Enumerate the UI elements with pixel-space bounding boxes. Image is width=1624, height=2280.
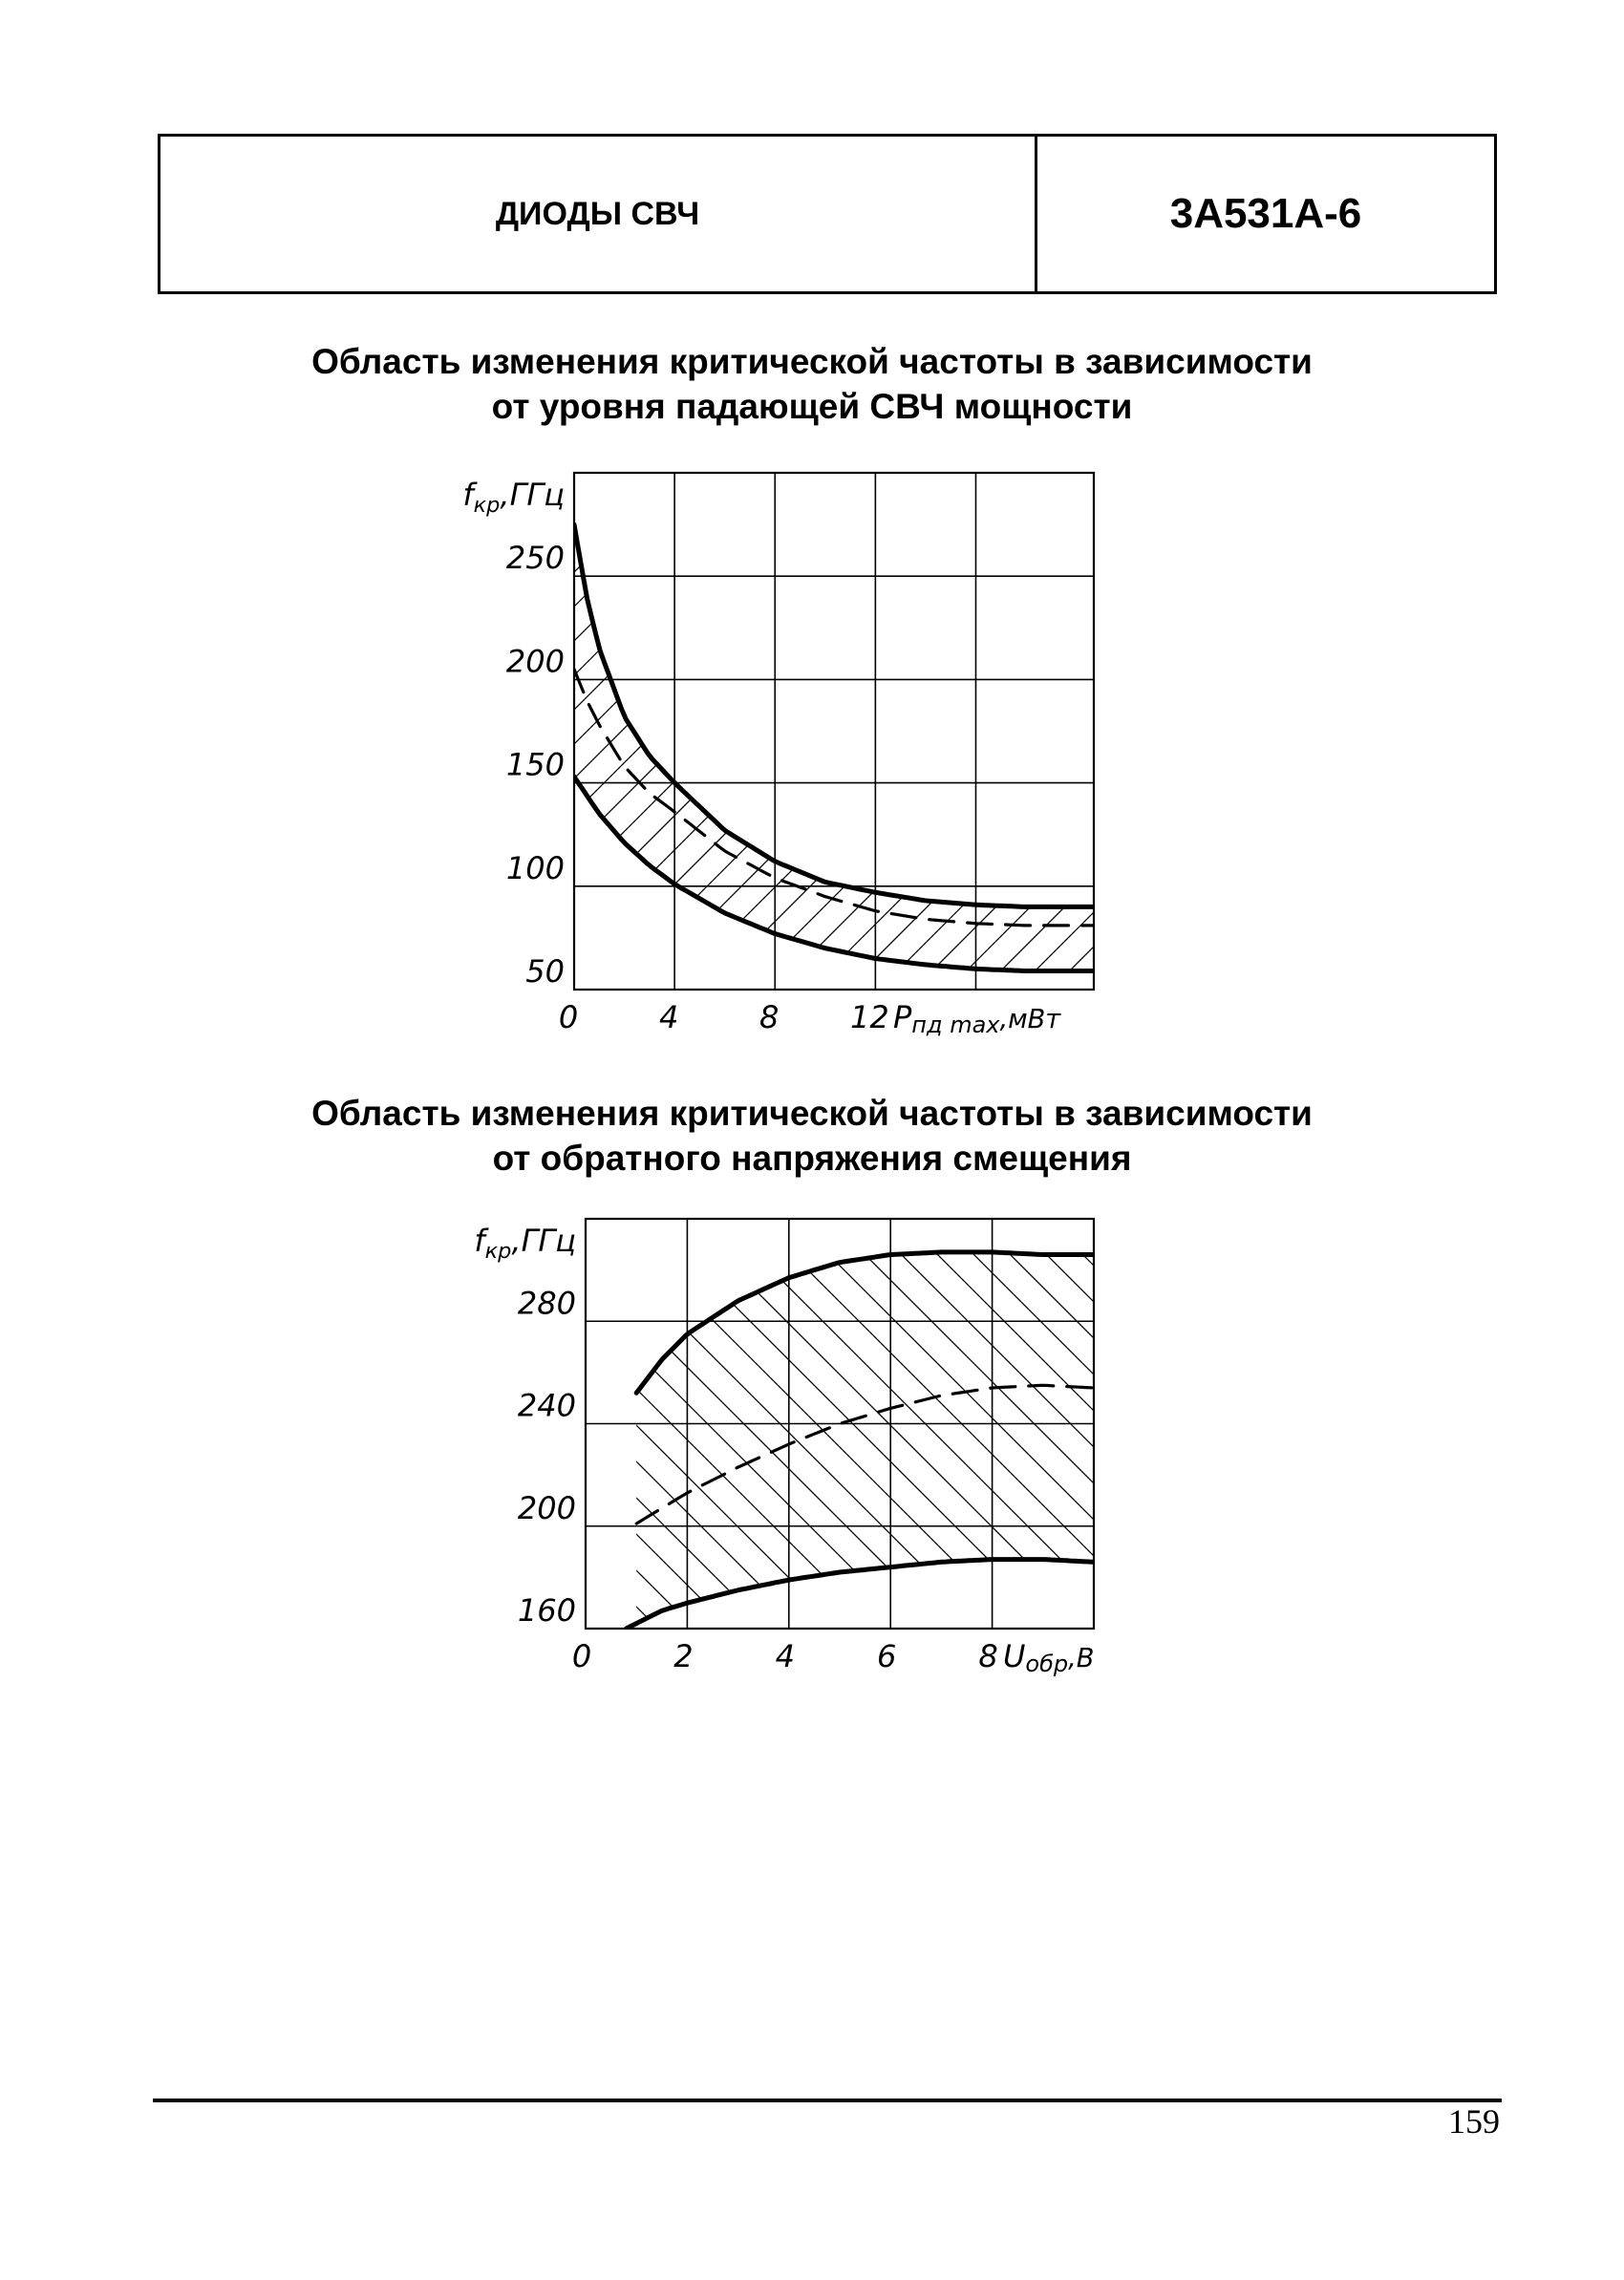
- hatch-line: [1374, 1219, 1624, 1629]
- x-tick-label: 4: [775, 1638, 795, 1674]
- hatch-line: [0, 1219, 150, 1629]
- hatch-line: [212, 1219, 622, 1629]
- hatch-line: [1229, 1219, 1624, 1629]
- footer-rule: [153, 2099, 1502, 2102]
- hatch-line: [1446, 1219, 1624, 1629]
- y-tick-label: 280: [517, 1285, 576, 1322]
- x-tick-label: 6: [877, 1638, 897, 1674]
- x-tick-label: 8: [759, 999, 780, 1035]
- part-number: 3А531А-6: [1169, 190, 1362, 237]
- hatch-line: [0, 1219, 404, 1629]
- x-tick-label: 4: [658, 999, 679, 1035]
- x-tick-label: 2: [673, 1638, 694, 1674]
- hatch-line: [67, 1219, 477, 1629]
- chart2-caption-line2: от обратного напряжения смещения: [492, 1139, 1132, 1178]
- page-number: 159: [1448, 2102, 1500, 2141]
- hatch-line: [176, 1219, 586, 1629]
- y-tick-label: 250: [505, 540, 565, 577]
- hatch-line: [1519, 1219, 1624, 1629]
- hatch-line: [0, 1219, 331, 1629]
- hatch-line: [1120, 1219, 1529, 1629]
- chart1-caption-line1: Область изменения критической частоты в зависимости: [311, 342, 1313, 381]
- chart2-caption-line1: Область изменения критической частоты в зависимости: [311, 1094, 1313, 1133]
- hatch-line: [0, 1219, 77, 1629]
- hatch-line: [31, 1219, 440, 1629]
- hatch-line: [0, 1219, 295, 1629]
- hatch-line: [1410, 1219, 1624, 1629]
- x-axis-label: Uобр,В: [1003, 1638, 1095, 1677]
- y-tick-label: 150: [505, 746, 565, 783]
- section-title: ДИОДЫ СВЧ: [160, 137, 1037, 291]
- series-line-dashed: [636, 1385, 1094, 1524]
- x-axis-label: Pпд max,мВт: [893, 999, 1061, 1038]
- hatch-line: [1555, 1219, 1624, 1629]
- hatch-line: [103, 1219, 513, 1629]
- curves: [627, 1252, 1094, 1629]
- hatch-line: [0, 1219, 114, 1629]
- hatch-line: [1192, 1219, 1602, 1629]
- chart1-caption-line2: от уровня падающей СВЧ мощности: [491, 387, 1133, 426]
- hatch-line: [1156, 1219, 1566, 1629]
- y-tick-label: 240: [517, 1387, 576, 1424]
- hatch-line: [1047, 1219, 1457, 1629]
- hatch-line: [1483, 1219, 1624, 1629]
- y-tick-label: 200: [517, 1489, 576, 1526]
- hatch-line: [1265, 1219, 1624, 1629]
- x-tick-label: 0: [571, 1638, 592, 1674]
- hatch-line: [1083, 1219, 1493, 1629]
- hatch-line: [139, 1219, 549, 1629]
- hatch-line: [1301, 1219, 1624, 1629]
- hatch-line: [0, 1219, 186, 1629]
- series-line-upper: [636, 1252, 1094, 1393]
- y-tick-label: 100: [505, 849, 565, 886]
- y-tick-label: 50: [525, 953, 565, 990]
- hatch-line: [0, 1219, 368, 1629]
- x-tick-label: 0: [558, 999, 579, 1035]
- y-axis-label: $f_{кр},ГГц$: [462, 477, 565, 518]
- hatch-line: [0, 1219, 223, 1629]
- hatch-line: [1337, 1219, 1624, 1629]
- hatch-line: [1592, 1219, 1624, 1629]
- x-tick-label: 12: [850, 999, 889, 1035]
- hatch-line: [0, 1219, 259, 1629]
- y-tick-label: 200: [505, 643, 565, 680]
- y-axis-label: $f_{кр},ГГц$: [474, 1223, 576, 1264]
- x-tick-label: 8: [978, 1638, 998, 1674]
- y-tick-label: 160: [517, 1592, 576, 1629]
